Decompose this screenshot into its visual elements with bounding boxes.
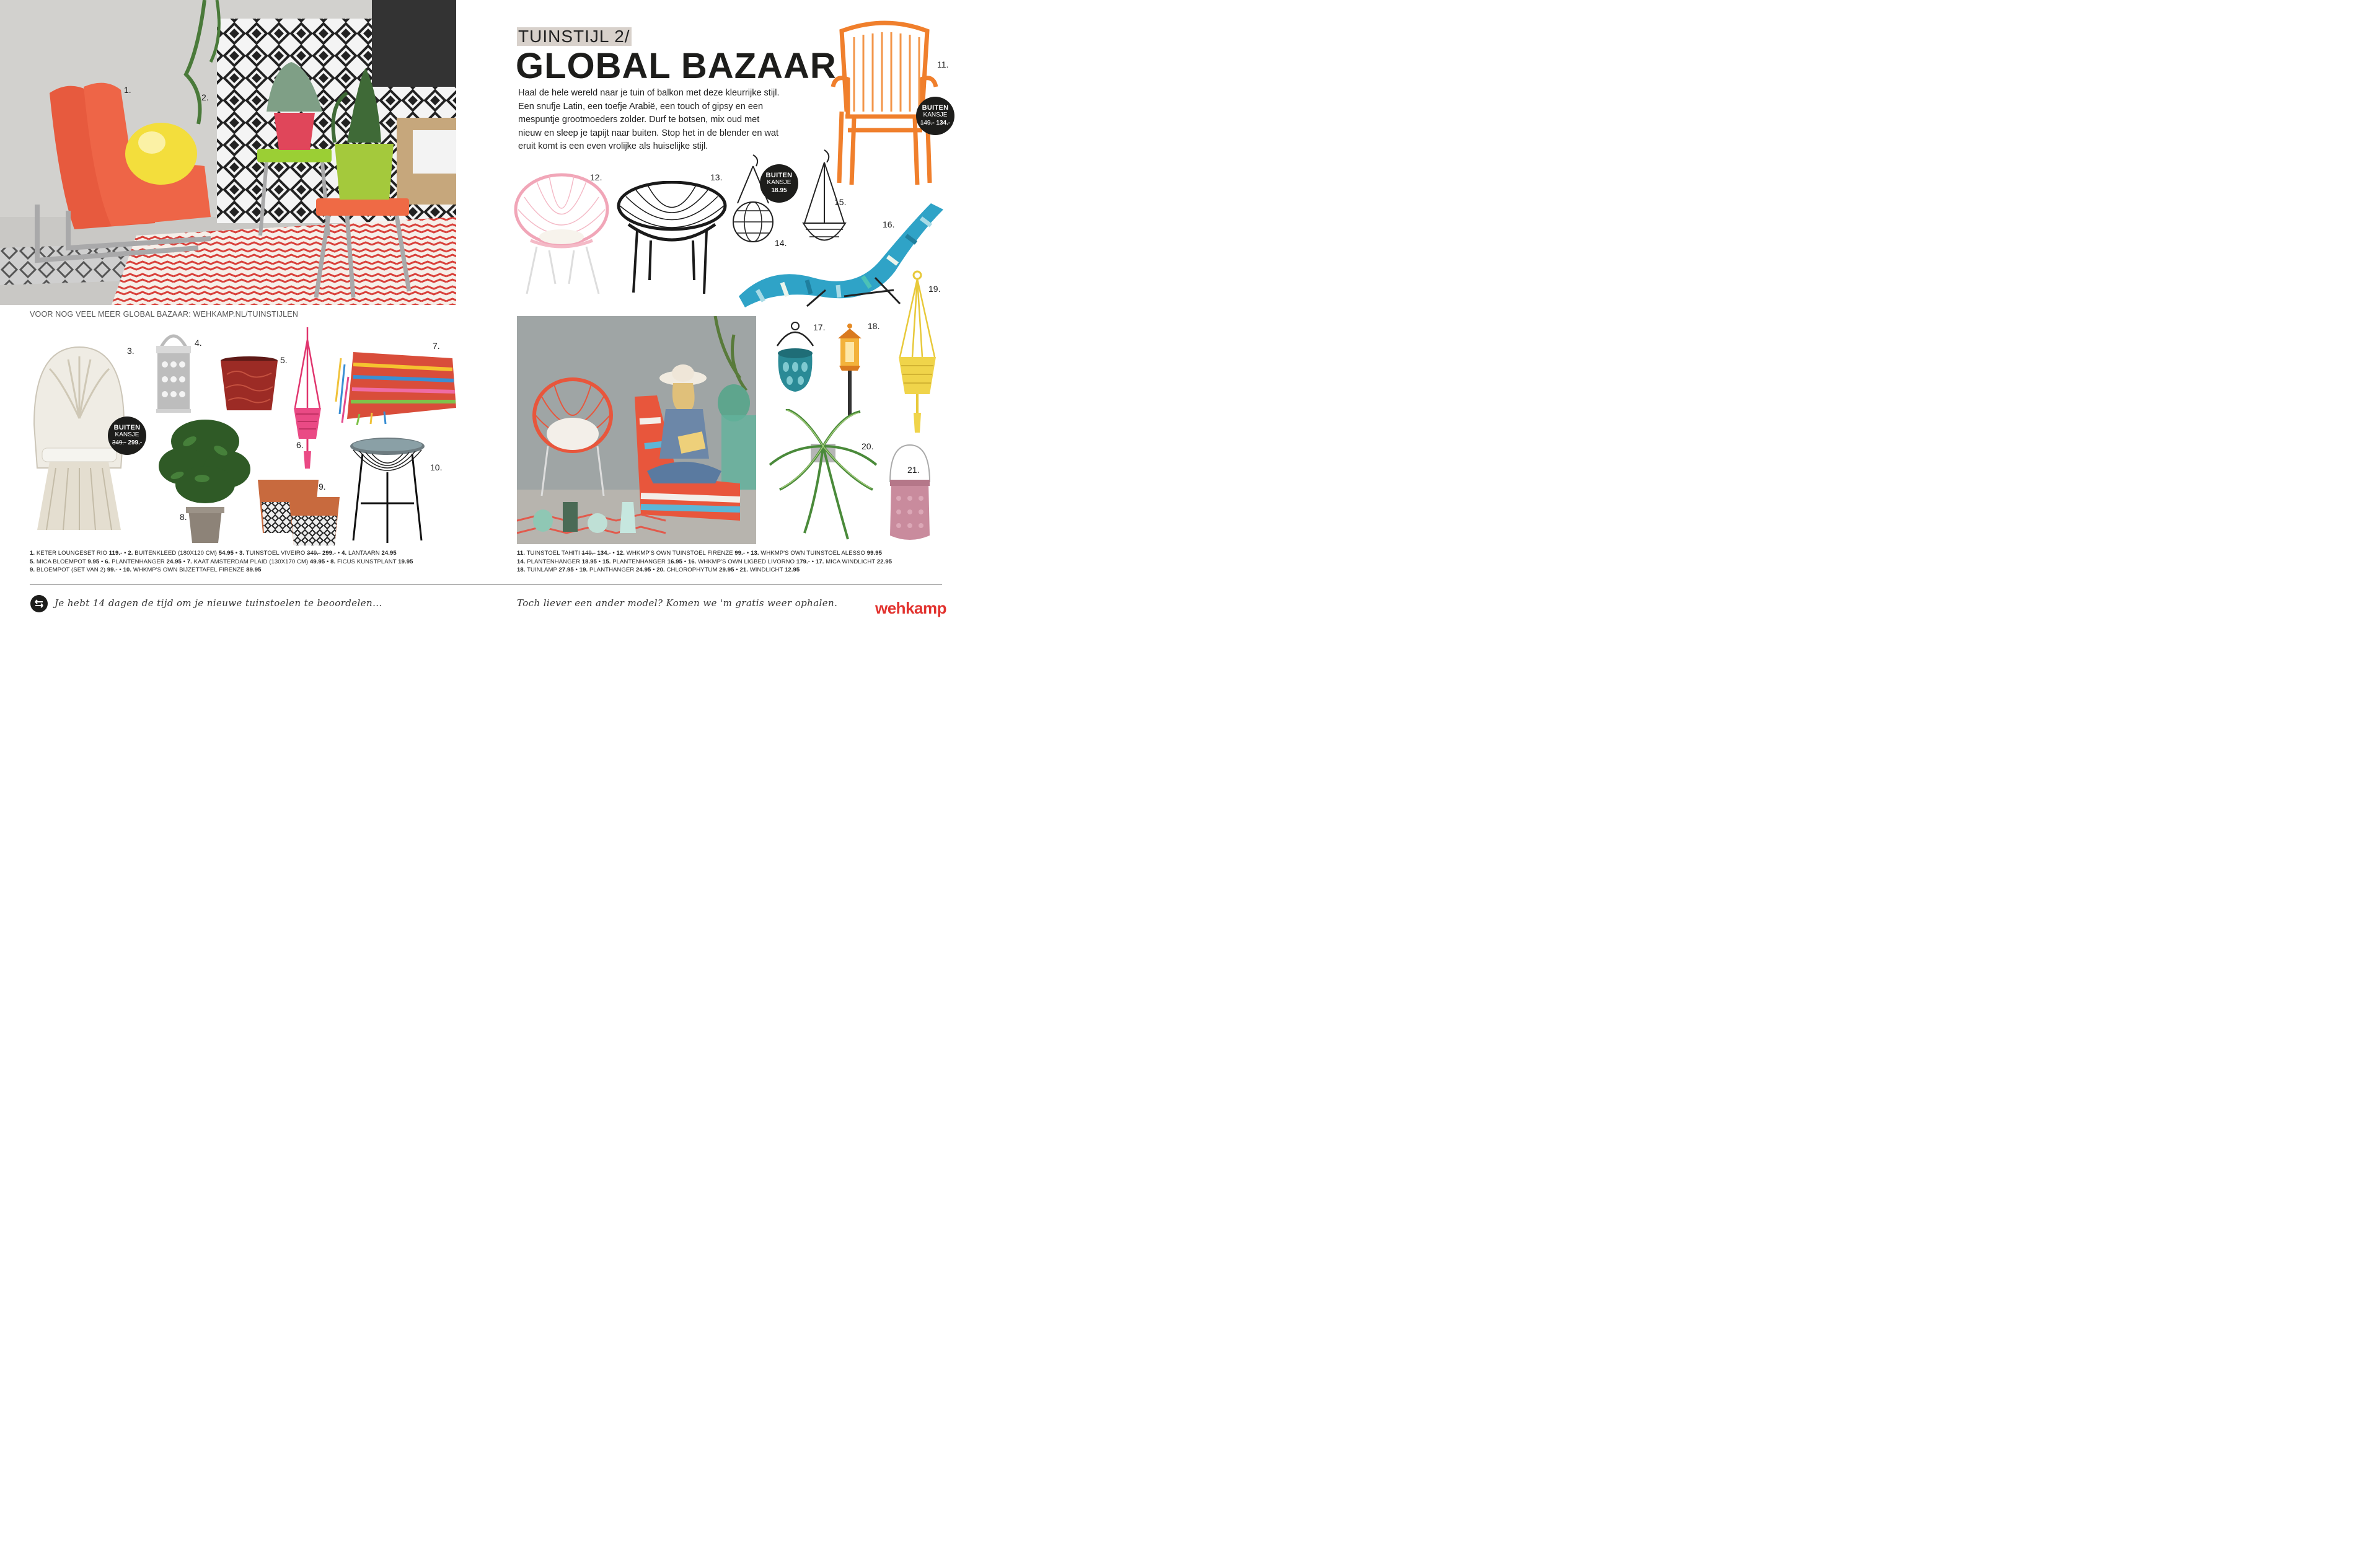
product-ficus [159, 416, 252, 544]
caption-line-left-2: 5. MICA BLOEMPOT 9.95 • 6. PLANTENHANGER 24.95 • 7. KAAT AMSTERDAM PLAID (130X170 CM) 49.95 • 8. FICUS KUNSTPLANT 19.95 [30, 558, 413, 565]
badge-new-price: 299.- [128, 439, 143, 446]
badge-title: BUITEN [113, 424, 141, 431]
caption-line-right-3: 18. TUINLAMP 27.95 • 19. PLANTHANGER 24.95 • 20. CHLOROPHYTUM 29.95 • 21. WINDLICHT 12.95 [517, 566, 800, 574]
label-num-14: 14. [775, 238, 787, 248]
label-num-19: 19. [928, 284, 941, 294]
product-chlorophytum [767, 409, 879, 543]
label-num-6: 6. [296, 440, 304, 450]
label-num-21: 21. [907, 465, 920, 475]
badge-buiten-kansje-11 [916, 97, 954, 135]
label-num-13: 13. [710, 172, 723, 182]
captions-left [30, 549, 476, 575]
label-num-18: 18. [868, 321, 880, 331]
label-num-2: 2. [201, 92, 209, 102]
caption-line-left-1: 1. KETER LOUNGESET RIO 119.- • 2. BUITENKLEED (180X120 CM) 54.95 • 3. TUINSTOEL VIVEIRO 349.- 299.- • 4. LANTAARN 24.95 [30, 550, 397, 557]
product-tuinlamp [834, 322, 865, 418]
product-lantern [152, 328, 195, 414]
product-mica-windlicht [772, 321, 818, 395]
badge-title: BUITEN [765, 172, 793, 179]
product-tuinstoel-firenze [512, 172, 611, 295]
hero-photo-patio [0, 0, 456, 305]
page-title: GLOBAL BAZAAR [516, 46, 837, 86]
label-num-3: 3. [127, 346, 134, 356]
label-num-4: 4. [195, 338, 202, 348]
product-windlicht [883, 443, 937, 544]
label-num-10: 10. [430, 462, 443, 472]
label-num-8: 8. [180, 512, 187, 522]
caption-line-right-1: 11. TUINSTOEL TAHITI 149.- 134.- • 12. WHKMP'S OWN TUINSTOEL FIRENZE 99.- • 13. WHKMP'S OWN TUINSTOEL ALESSO 99.95 [517, 550, 882, 557]
badge-subtitle: KANSJE [923, 112, 948, 118]
product-plantenhanger-pink [290, 327, 325, 470]
label-num-16: 16. [883, 219, 895, 229]
badge-old-price: 149.- [920, 120, 935, 126]
product-plaid [335, 346, 459, 425]
product-tuinstoel-alesso [616, 181, 728, 296]
kicker: TUINSTIJL 2/ [518, 27, 630, 46]
hero-photo-illustration [0, 0, 456, 305]
badge-buiten-kansje-3 [108, 416, 146, 455]
label-num-15: 15. [834, 197, 847, 207]
badge-title: BUITEN [922, 104, 949, 112]
label-num-1: 1. [124, 85, 131, 95]
wehkamp-logo[interactable]: wehkamp [875, 599, 946, 617]
promo-link[interactable]: VOOR NOG VEEL MEER GLOBAL BAZAAR: WEHKAMP.NL/TUINSTIJLEN [30, 310, 299, 319]
badge-subtitle: KANSJE [115, 431, 139, 438]
intro-text: Haal de hele wereld naar je tuin of balkon met deze kleurrijke stijl. Een snufje Latin, een toefje Arabië, een touch of gipsy en een mespuntje grootmoeders zolder. Durf te botsen, mix oud met nieuw en sleep je tapijt naar buiten. Stop het in de blender en wat eruit komt is een even vrolijke als huiselijke stijl. [518, 88, 780, 152]
product-mica-bloempot [219, 356, 279, 413]
footer-note-left: Je hebt 14 dagen de tijd om je nieuwe tuinstoelen te beoordelen... [55, 597, 382, 609]
lifestyle-photo-woman-reading [517, 316, 756, 544]
label-num-20: 20. [862, 441, 874, 451]
badge-old-price: 349.- [112, 439, 126, 446]
badge-price: 18.95 [771, 187, 787, 194]
label-num-17: 17. [813, 322, 826, 332]
footer-note-right: Toch liever een ander model? Komen we 'm gratis weer ophalen. [517, 597, 838, 609]
caption-line-right-2: 14. PLANTENHANGER 18.95 • 15. PLANTENHANGER 16.95 • 16. WHKMP'S OWN LIGBED LIVORNO 179.- • 17. MICA WINDLICHT 22.95 [517, 558, 892, 565]
product-bijzettafel [347, 435, 428, 544]
label-num-7: 7. [433, 341, 440, 351]
captions-right [517, 549, 951, 575]
caption-line-left-3: 9. BLOEMPOT (SET VAN 2) 99.- • 10. WHKMP'S OWN BIJZETTAFEL FIRENZE 89.95 [30, 566, 262, 574]
return-arrows-icon [30, 595, 48, 612]
product-planthanger-geel [896, 270, 941, 436]
label-num-9: 9. [319, 482, 326, 491]
label-num-5: 5. [280, 355, 288, 365]
label-num-11: 11. [937, 60, 949, 69]
badge-subtitle: KANSJE [767, 179, 791, 186]
badge-new-price: 134.- [936, 120, 951, 126]
lifestyle-photo-illustration [517, 316, 756, 544]
product-bloempot-set [257, 477, 340, 547]
label-num-12: 12. [590, 172, 602, 182]
